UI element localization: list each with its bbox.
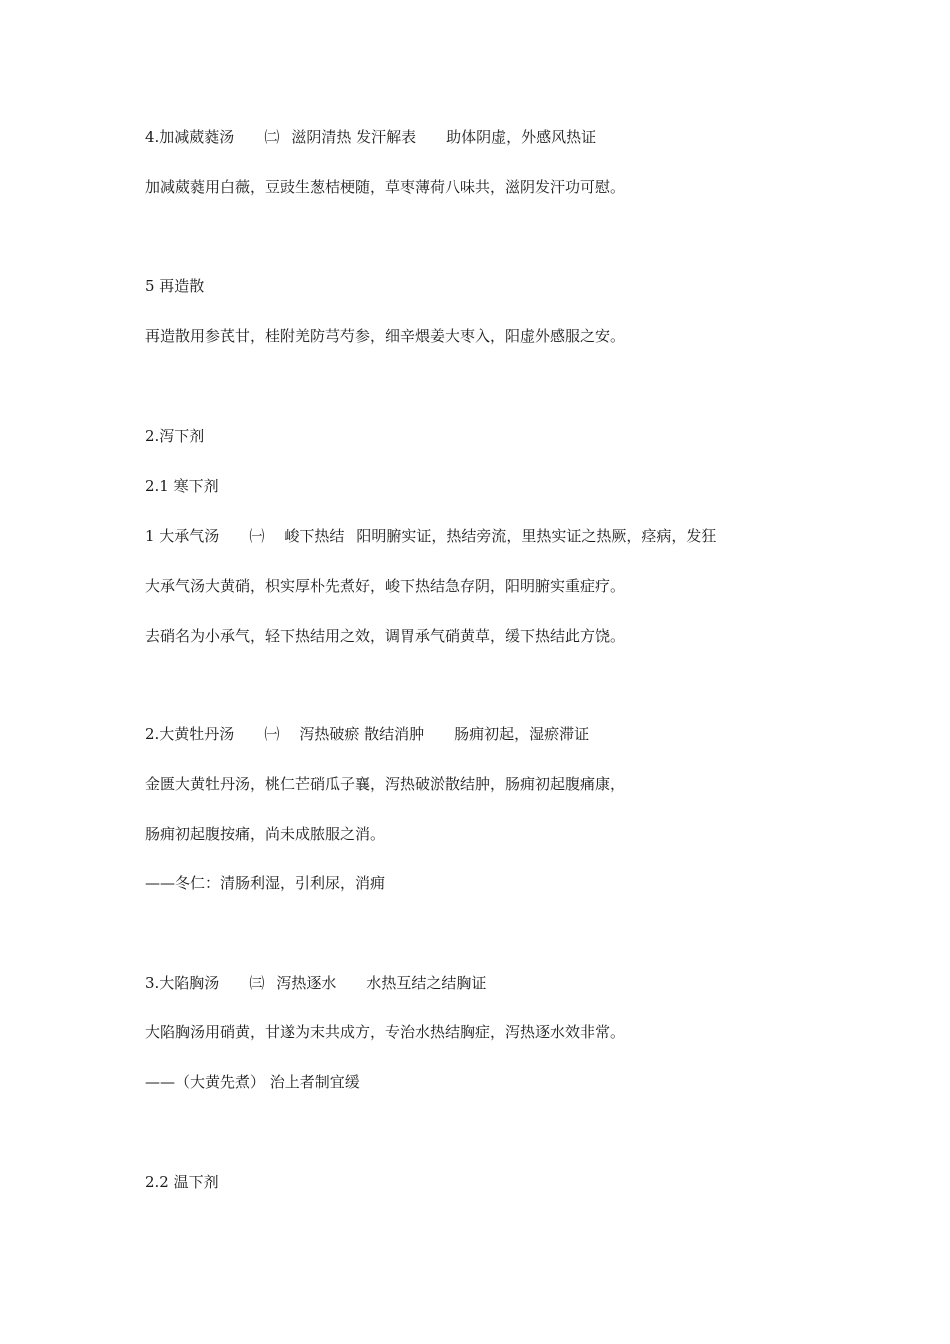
- subsection-heading: 2.2 温下剂: [145, 1173, 219, 1191]
- formula-effect: 泻热逐水: [276, 974, 337, 992]
- formula-note: ——冬仁：清肠利湿，引利尿，消痈: [145, 874, 386, 892]
- formula-grade: ㈡: [264, 128, 280, 146]
- formula-title: 4.加减葳蕤汤: [145, 128, 235, 146]
- subsection-heading: 2.1 寒下剂: [145, 477, 219, 495]
- formula-verse: 肠痈初起腹按痛，尚未成脓服之消。: [145, 825, 386, 843]
- formula-title: 1 大承气汤: [145, 527, 220, 545]
- formula-verse: 大承气汤大黄硝，枳实厚朴先煮好，峻下热结急存阴，阳明腑实重症疗。: [145, 577, 626, 595]
- formula-effect: 泻热破瘀 散结消肿: [299, 725, 425, 743]
- formula-heading-dahuang-mudan-tang: [145, 724, 589, 744]
- formula-verse: 再造散用参芪甘，桂附羌防芎芍参，细辛煨姜大枣入，阳虚外感服之安。: [145, 327, 626, 345]
- formula-verse: 大陷胸汤用硝黄，甘遂为末共成方，专治水热结胸症，泻热逐水效非常。: [145, 1023, 626, 1041]
- formula-indication: 助体阴虚，外感风热证: [446, 128, 597, 146]
- formula-indication: 阳明腑实证，热结旁流，里热实证之热厥，痉病，发狂: [356, 527, 717, 545]
- formula-heading-jiajian-weirui-tang: [145, 127, 596, 147]
- formula-title: 2.大黄牡丹汤: [145, 725, 235, 743]
- formula-heading-da-xianxiong-tang: [145, 973, 486, 993]
- formula-heading-zaizao-san: 5 再造散: [145, 277, 205, 295]
- section-heading: 2.泻下剂: [145, 427, 205, 445]
- formula-grade: ㈠: [264, 725, 280, 743]
- formula-indication: 水热互结之结胸证: [366, 974, 487, 992]
- formula-grade: ㈠: [249, 527, 265, 545]
- formula-indication: 肠痈初起，湿瘀滞证: [454, 725, 590, 743]
- formula-verse: 去硝名为小承气，轻下热结用之效，调胃承气硝黄草，缓下热结此方饶。: [145, 627, 626, 645]
- formula-grade: ㈢: [249, 974, 265, 992]
- formula-verse: 加减葳蕤用白薇，豆豉生葱桔梗随，草枣薄荷八味共，滋阴发汗功可慰。: [145, 178, 626, 196]
- formula-title: 3.大陷胸汤: [145, 974, 220, 992]
- formula-verse: 金匮大黄牡丹汤，桃仁芒硝瓜子襄，泻热破淤散结肿，肠痈初起腹痛康，: [145, 775, 626, 793]
- formula-effect: 峻下热结: [284, 527, 345, 545]
- formula-heading-da-chengqi-tang: [145, 526, 716, 546]
- formula-effect: 滋阴清热 发汗解表: [291, 128, 417, 146]
- formula-note: ——（大黄先煮） 治上者制宜缓: [145, 1073, 360, 1091]
